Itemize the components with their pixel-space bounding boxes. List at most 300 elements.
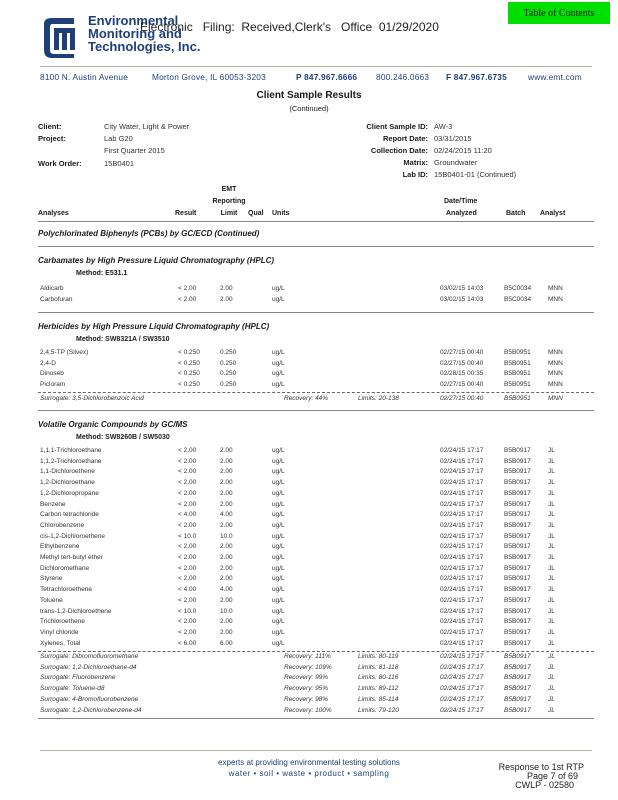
voc-method: Method: SW8260B / SW5030 [76, 434, 170, 441]
company-line: Technologies, Inc. [88, 39, 201, 54]
analyzed-date: 02/24/15 17:17 [440, 663, 484, 671]
table-row [40, 490, 580, 500]
surrogate-name: Surrogate: 1,2-Dichlorobenzene-d4 [40, 706, 142, 714]
batch: B5B0951 [504, 370, 531, 377]
result-value: < 6.00 [178, 639, 197, 647]
recovery: Recovery: 100% [284, 706, 332, 714]
result-value: < 2.00 [178, 447, 197, 454]
col-qual: Qual [248, 210, 264, 217]
analyst: JL [548, 685, 555, 693]
analyst: JL [548, 639, 555, 647]
analyte-name: 1,1,2-Trichloroethane [40, 457, 102, 465]
batch: B5B0917 [504, 586, 531, 594]
analyzed-date: 02/24/15 17:17 [440, 607, 484, 615]
result-value: < 2.00 [178, 500, 197, 508]
batch: B5B0917 [504, 639, 531, 647]
footer-divider [40, 750, 592, 751]
batch: B5B0917 [504, 500, 531, 508]
analyte-name: Methyl tert-butyl ether [40, 554, 103, 561]
labid-value: 15B0401-01 (Continued) [434, 170, 517, 179]
analyte-name: 1,2-Dichloroethane [40, 479, 95, 487]
units: ug/L [272, 349, 285, 356]
batch: B5C0034 [504, 295, 532, 303]
units: ug/L [272, 554, 285, 561]
surrogate-name: Surrogate: 4-Bromofluorobenzene [40, 695, 139, 703]
limits: Limits: 20-138 [358, 395, 399, 402]
analyte-name: Trichloroethene [40, 618, 85, 626]
matrix-value: Groundwater [434, 158, 478, 167]
reporting-limit: 2.00 [220, 628, 233, 636]
analyzed-date: 02/27/15 00:40 [440, 395, 484, 402]
analyzed-date: 02/24/15 17:17 [440, 500, 484, 508]
result-value: < 0.250 [178, 380, 200, 388]
analyst: JL [548, 663, 555, 671]
analyst: MNN [548, 380, 563, 388]
table-row [40, 629, 580, 639]
col-analyzed: Analyzed [446, 210, 477, 217]
analyst: JL [548, 618, 555, 626]
batch: B5B0951 [504, 359, 531, 367]
surrogate-row [40, 707, 580, 717]
limits: Limits: 81-118 [358, 663, 399, 671]
units: ug/L [272, 489, 285, 497]
batch: B5B0917 [504, 543, 531, 551]
analyzed-date: 02/24/15 17:17 [440, 457, 484, 465]
emt-logo-icon [40, 16, 80, 58]
carbamates-method: Method: E531.1 [76, 270, 128, 277]
units: ug/L [272, 564, 285, 572]
table-row [40, 640, 580, 650]
section-carbamates: Carbamates by High Pressure Liquid Chromatography (HPLC) [38, 256, 275, 265]
recovery: Recovery: 99% [284, 674, 329, 682]
reporting-limit: 2.00 [220, 295, 233, 303]
analyzed-date: 02/28/15 00:35 [440, 370, 484, 377]
batch: B5B0951 [504, 395, 531, 402]
project-value: Lab G20 [104, 134, 133, 143]
result-value: < 2.00 [178, 295, 197, 303]
analyte-name: Dinoseb [40, 370, 64, 377]
batch: B5B0917 [504, 564, 531, 572]
analyte-name: trans-1,2-Dichloroethene [40, 607, 112, 615]
phone: P 847.967.6666 [296, 72, 358, 82]
analyzed-date: 03/02/15 14:03 [440, 295, 484, 303]
table-row [40, 458, 580, 468]
reporting-limit: 4.00 [220, 511, 233, 519]
analyst: JL [548, 564, 555, 572]
analyte-name: 1,1,1-Trichloroethane [40, 447, 102, 454]
analyst: JL [548, 596, 555, 604]
units: ug/L [272, 380, 285, 388]
analyzed-date: 02/24/15 17:17 [440, 511, 484, 519]
table-row [40, 349, 580, 359]
analyst: JL [548, 586, 555, 594]
result-value: < 2.00 [178, 457, 197, 465]
surrogate-row [40, 395, 580, 405]
project-label: Project: [38, 134, 66, 143]
footer-services: water • soil • waste • product • sampling [228, 769, 390, 778]
result-value: < 0.250 [178, 349, 200, 356]
table-row [40, 360, 580, 370]
analyte-name: Toluene [40, 596, 63, 604]
limits: Limits: 89-112 [358, 685, 399, 693]
response-label: Response to 1st RTP [498, 762, 584, 772]
surrogate-row [40, 696, 580, 706]
analyzed-date: 02/24/15 17:17 [440, 521, 484, 529]
table-row [40, 608, 580, 618]
units: ug/L [272, 285, 285, 292]
analyte-name: Ethylbenzene [40, 543, 80, 551]
page-number: Page 7 of 69 [526, 771, 578, 781]
analyst: JL [548, 457, 555, 465]
units: ug/L [272, 479, 285, 487]
result-value: < 2.00 [178, 628, 197, 636]
result-value: < 0.250 [178, 370, 200, 377]
analyzed-date: 02/24/15 17:17 [440, 575, 484, 583]
fax: F 847.967.6735 [446, 72, 507, 82]
batch: B5C0034 [504, 285, 532, 292]
surrogate-row [40, 664, 580, 674]
cwlp-number: CWLP - 02580 [515, 780, 574, 790]
analyzed-date: 02/27/15 00:40 [440, 349, 484, 356]
surrogate-name: Surrogate: 3,5-Dichlorobenzoic Acid [40, 395, 144, 402]
analyte-name: cis-1,2-Dichloroethene [40, 532, 106, 540]
analyzed-date: 02/24/15 17:17 [440, 639, 484, 647]
labid-label: Lab ID: [402, 170, 428, 179]
result-value: < 2.00 [178, 564, 197, 572]
analyst: JL [548, 500, 555, 508]
result-value: < 2.00 [178, 479, 197, 487]
table-row [40, 522, 580, 532]
table-row [40, 285, 580, 295]
company-line: Environmental [88, 13, 179, 28]
table-row [40, 296, 580, 306]
result-value: < 2.00 [178, 618, 197, 626]
section-rule [38, 312, 594, 313]
batch: B5B0917 [504, 521, 531, 529]
result-value: < 10.0 [178, 532, 197, 540]
table-row [40, 447, 580, 457]
workorder-label: Work Order: [38, 159, 82, 168]
units: ug/L [272, 295, 285, 303]
units: ug/L [272, 639, 285, 647]
reporting-limit: 2.00 [220, 500, 233, 508]
analyst: JL [548, 479, 555, 487]
section-voc: Volatile Organic Compounds by GC/MS [38, 420, 188, 429]
reporting-limit: 10.0 [220, 607, 233, 615]
analyst: JL [548, 653, 555, 660]
batch: B5B0917 [504, 663, 531, 671]
reporting-limit: 2.00 [220, 489, 233, 497]
reporting-limit: 0.250 [220, 370, 237, 377]
table-row [40, 468, 580, 478]
analyst: JL [548, 554, 555, 561]
result-value: < 4.00 [178, 511, 197, 519]
analyte-name: 1,1-Dichloroethene [40, 468, 95, 476]
col-batch: Batch [506, 210, 526, 217]
reporting-limit: 2.00 [220, 285, 233, 292]
page-subtitle: (Continued) [289, 104, 329, 113]
batch: B5B0951 [504, 349, 531, 356]
recovery: Recovery: 44% [284, 395, 329, 402]
analyst: JL [548, 706, 555, 714]
limits: Limits: 85-114 [358, 695, 399, 703]
analyzed-date: 02/24/15 17:17 [440, 695, 484, 703]
tollfree: 800.246.0663 [376, 72, 430, 82]
analyte-name: Chlorobenzene [40, 521, 85, 529]
analyst: MNN [548, 285, 563, 292]
analyst: MNN [548, 395, 563, 402]
table-row [40, 370, 580, 380]
analyte-name: Dichloromethane [40, 564, 90, 572]
table-row [40, 618, 580, 628]
recovery: Recovery: 98% [284, 695, 329, 703]
result-value: < 4.00 [178, 586, 197, 594]
batch: B5B0917 [504, 685, 531, 693]
city: Morton Grove, IL 60053-3203 [152, 72, 266, 82]
reporting-limit: 10.0 [220, 532, 233, 540]
table-row [40, 597, 580, 607]
website-link[interactable]: www.emt.com [528, 72, 582, 82]
batch: B5B0917 [504, 653, 531, 660]
analyzed-date: 02/24/15 17:17 [440, 554, 484, 561]
project-value-2: First Quarter 2015 [104, 146, 165, 155]
batch: B5B0917 [504, 511, 531, 519]
analyte-name: 2,4,5-TP (Silvex) [40, 349, 89, 356]
batch: B5B0917 [504, 618, 531, 626]
analyst: JL [548, 628, 555, 636]
page-title: Client Sample Results [256, 90, 362, 101]
analyte-name: Vinyl chloride [40, 628, 79, 636]
units: ug/L [272, 586, 285, 594]
analyte-name: 1,2-Dichloropropane [40, 489, 99, 497]
col-result: Result [175, 210, 197, 217]
table-of-contents-button[interactable]: Table of Contents [508, 2, 610, 24]
table-row [40, 501, 580, 511]
reporting-limit: 2.00 [220, 521, 233, 529]
result-value: < 0.250 [178, 359, 200, 367]
herbicides-method: Method: SW8321A / SW3510 [76, 336, 170, 343]
footer-tagline: experts at providing environmental testing solutions [218, 758, 400, 767]
batch: B5B0917 [504, 596, 531, 604]
recovery: Recovery: 111% [284, 653, 331, 660]
recovery: Recovery: 109% [284, 663, 332, 671]
analyzed-date: 02/24/15 17:17 [440, 489, 484, 497]
units: ug/L [272, 521, 285, 529]
result-value: < 2.00 [178, 285, 197, 292]
analyte-name: Benzene [40, 500, 66, 508]
analyzed-date: 02/24/15 17:17 [440, 628, 484, 636]
result-value: < 2.00 [178, 543, 197, 551]
analyst: MNN [548, 359, 563, 367]
recovery: Recovery: 95% [284, 685, 329, 693]
col-analyses: Analyses [38, 210, 69, 217]
matrix-label: Matrix: [403, 158, 428, 167]
analyte-name: Carbon tetrachloride [40, 511, 99, 519]
analyst: JL [548, 521, 555, 529]
collection-value: 02/24/2015 11:20 [434, 146, 492, 155]
batch: B5B0917 [504, 554, 531, 561]
units: ug/L [272, 596, 285, 604]
header-rule [38, 221, 594, 222]
table-row [40, 554, 580, 564]
units: ug/L [272, 457, 285, 465]
analyzed-date: 02/24/15 17:17 [440, 532, 484, 540]
analyst: JL [548, 489, 555, 497]
batch: B5B0917 [504, 479, 531, 487]
reportdate-value: 03/31/2015 [434, 134, 472, 143]
analyzed-date: 02/24/15 17:17 [440, 479, 484, 487]
analyst: JL [548, 511, 555, 519]
batch: B5B0917 [504, 532, 531, 540]
address: 8100 N. Austin Avenue [40, 72, 129, 82]
analyst: JL [548, 695, 555, 703]
section-herbicides: Herbicides by High Pressure Liquid Chromatography (HPLC) [38, 322, 270, 331]
reporting-limit: 2.00 [220, 543, 233, 551]
section-rule [38, 410, 594, 411]
table-row [40, 533, 580, 543]
units: ug/L [272, 575, 285, 583]
analyte-name: Tetrachloroethene [40, 586, 93, 594]
section-rule [38, 718, 594, 719]
col-reporting: Reporting [212, 198, 246, 205]
batch: B5B0917 [504, 607, 531, 615]
reporting-limit: 2.00 [220, 618, 233, 626]
analyst: MNN [548, 349, 563, 356]
units: ug/L [272, 618, 285, 626]
analyst: JL [548, 532, 555, 540]
table-row [40, 586, 580, 596]
surrogate-row [40, 685, 580, 695]
reporting-limit: 2.00 [220, 447, 233, 454]
reportdate-label: Report Date: [382, 134, 428, 143]
surrogate-name: Surrogate: 1,2-Dichloroethane-d4 [40, 663, 137, 671]
col-units: Units [272, 210, 290, 217]
batch: B5B0951 [504, 380, 531, 388]
analyte-name: Picloram [40, 380, 66, 388]
units: ug/L [272, 543, 285, 551]
section-rule [38, 246, 594, 247]
reporting-limit: 6.00 [220, 639, 233, 647]
client-label: Client: [38, 122, 62, 131]
surrogate-row [40, 674, 580, 684]
units: ug/L [272, 607, 285, 615]
batch: B5B0917 [504, 468, 531, 476]
result-value: < 2.00 [178, 554, 197, 561]
reporting-limit: 2.00 [220, 468, 233, 476]
result-value: < 2.00 [178, 521, 197, 529]
units: ug/L [272, 628, 285, 636]
limits: Limits: 80-119 [358, 653, 399, 660]
reporting-limit: 0.250 [220, 359, 237, 367]
analyzed-date: 02/24/15 17:17 [440, 706, 484, 714]
surrogate-row [40, 653, 580, 663]
analyst: JL [548, 607, 555, 615]
analyst: JL [548, 575, 555, 583]
units: ug/L [272, 370, 285, 377]
table-row [40, 479, 580, 489]
analyst: MNN [548, 370, 563, 377]
sampleid-label: Client Sample ID: [366, 122, 428, 131]
result-value: < 2.00 [178, 489, 197, 497]
table-row [40, 575, 580, 585]
reporting-limit: 2.00 [220, 479, 233, 487]
result-value: < 2.00 [178, 468, 197, 476]
units: ug/L [272, 532, 285, 540]
result-value: < 2.00 [178, 596, 197, 604]
analyst: MNN [548, 295, 563, 303]
analyzed-date: 02/24/15 17:17 [440, 586, 484, 594]
surrogate-name: Surrogate: Dibromofluoromethane [40, 653, 139, 660]
batch: B5B0917 [504, 447, 531, 454]
limits: Limits: 79-120 [358, 706, 399, 714]
batch: B5B0917 [504, 489, 531, 497]
analyte-name: Styrene [40, 575, 63, 583]
analyzed-date: 02/24/15 17:17 [440, 564, 484, 572]
analyzed-date: 02/24/15 17:17 [440, 618, 484, 626]
analyzed-date: 02/24/15 17:17 [440, 674, 484, 682]
table-row [40, 543, 580, 553]
batch: B5B0917 [504, 695, 531, 703]
batch: B5B0917 [504, 457, 531, 465]
analyte-name: Aldicarb [40, 285, 64, 292]
units: ug/L [272, 359, 285, 367]
workorder-value: 15B0401 [104, 159, 135, 168]
units: ug/L [272, 447, 285, 454]
col-emt: EMT [221, 186, 237, 193]
batch: B5B0917 [504, 674, 531, 682]
surrogate-rule [38, 392, 594, 393]
reporting-limit: 2.00 [220, 596, 233, 604]
limits: Limits: 80-116 [358, 674, 399, 682]
analyzed-date: 02/27/15 00:40 [440, 359, 484, 367]
col-analyst: Analyst [540, 210, 566, 217]
reporting-limit: 0.250 [220, 380, 237, 388]
analyzed-date: 02/27/15 00:40 [440, 380, 484, 388]
analyte-name: Xylenes, Total [40, 639, 81, 647]
units: ug/L [272, 468, 285, 476]
batch: B5B0917 [504, 628, 531, 636]
section-pcb: Polychlorinated Biphenyls (PCBs) by GC/ECD (Continued) [38, 229, 260, 238]
analyte-name: 2,4-D [40, 359, 56, 367]
batch: B5B0917 [504, 706, 531, 714]
reporting-limit: 4.00 [220, 586, 233, 594]
table-row [40, 565, 580, 575]
analyzed-date: 02/24/15 17:17 [440, 447, 484, 454]
client-value: City Water, Light & Power [104, 122, 190, 131]
analyzed-date: 02/24/15 17:17 [440, 653, 484, 660]
sampleid-value: AW-3 [434, 122, 453, 131]
company-line: Monitoring and [88, 26, 182, 41]
surrogate-rule [38, 651, 594, 652]
reporting-limit: 2.00 [220, 457, 233, 465]
analyzed-date: 02/24/15 17:17 [440, 685, 484, 693]
analyte-name: Carbofuran [40, 295, 73, 303]
reporting-limit: 0.250 [220, 349, 237, 356]
reporting-limit: 2.00 [220, 554, 233, 561]
analyst: JL [548, 543, 555, 551]
table-row [40, 381, 580, 391]
col-datetime: Date/Time [444, 198, 478, 205]
analyzed-date: 03/02/15 14:03 [440, 285, 484, 292]
collection-label: Collection Date: [370, 146, 428, 155]
surrogate-name: Surrogate: Fluorobenzene [40, 674, 116, 682]
filing-stamp: Electronic Filing: Received,Clerk's Office 01/29/2020 [140, 20, 439, 34]
reporting-limit: 2.00 [220, 575, 233, 583]
units: ug/L [272, 511, 285, 519]
units: ug/L [272, 500, 285, 508]
analyst: JL [548, 674, 555, 682]
result-value: < 2.00 [178, 575, 197, 583]
